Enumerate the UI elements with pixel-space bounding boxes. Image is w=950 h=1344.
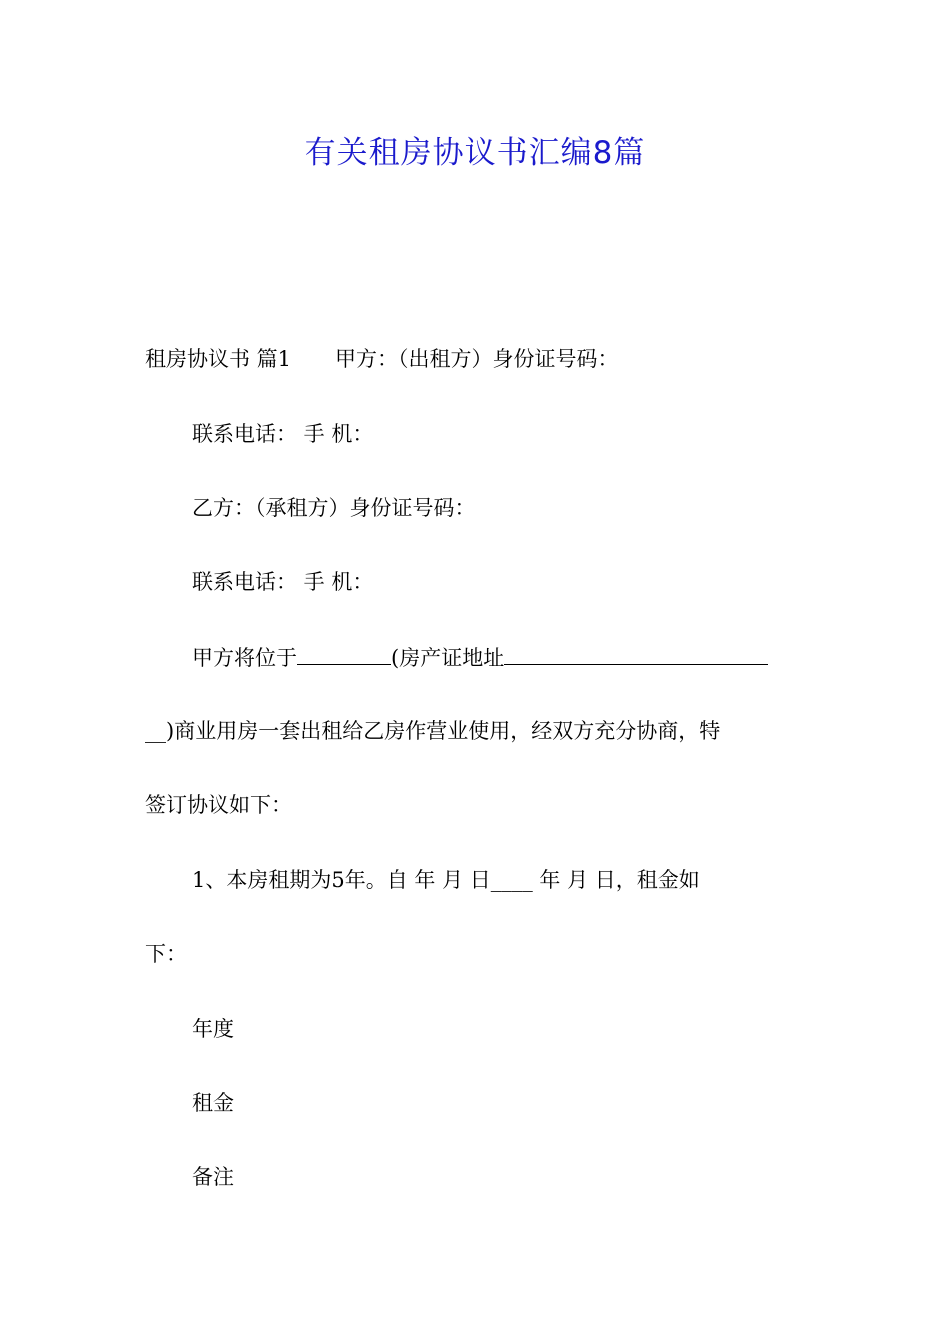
location-mid: (房产证地址 <box>391 646 505 670</box>
term-text: 1、本房租期为5年。自 年 月 日 <box>192 868 491 892</box>
contract-heading: 租房协议书 篇1 <box>145 347 292 371</box>
document-title: 有关租房协议书汇编8篇 <box>304 135 646 171</box>
address-blank <box>504 642 768 665</box>
column-rent: 租金 <box>192 1091 234 1115</box>
term-continuation: 下： <box>145 942 187 966</box>
location-prefix: 甲方将位于 <box>192 646 297 670</box>
heading-line <box>145 344 619 374</box>
usage-line <box>145 716 720 746</box>
column-note: 备注 <box>192 1165 234 1189</box>
agreement-line: 签订协议如下： <box>145 793 292 817</box>
term-blank: ____ <box>490 868 533 892</box>
usage-text: )商业用房一套出租给乙房作营业使用，经双方充分协商，特 <box>166 719 721 743</box>
party-a-phone-line: 联系电话： 手 机： <box>192 422 374 446</box>
location-blank <box>297 642 391 665</box>
column-year: 年度 <box>192 1017 234 1041</box>
location-line <box>192 642 768 673</box>
party-b-line: 乙方：（承租方）身份证号码： <box>192 496 476 520</box>
term-text-end: 年 月 日，租金如 <box>532 868 700 892</box>
party-b-phone-line: 联系电话： 手 机： <box>192 570 374 594</box>
term-line <box>192 865 700 895</box>
usage-prefix: __ <box>145 719 166 743</box>
party-a-line: 甲方：（出租方）身份证号码： <box>335 347 619 371</box>
